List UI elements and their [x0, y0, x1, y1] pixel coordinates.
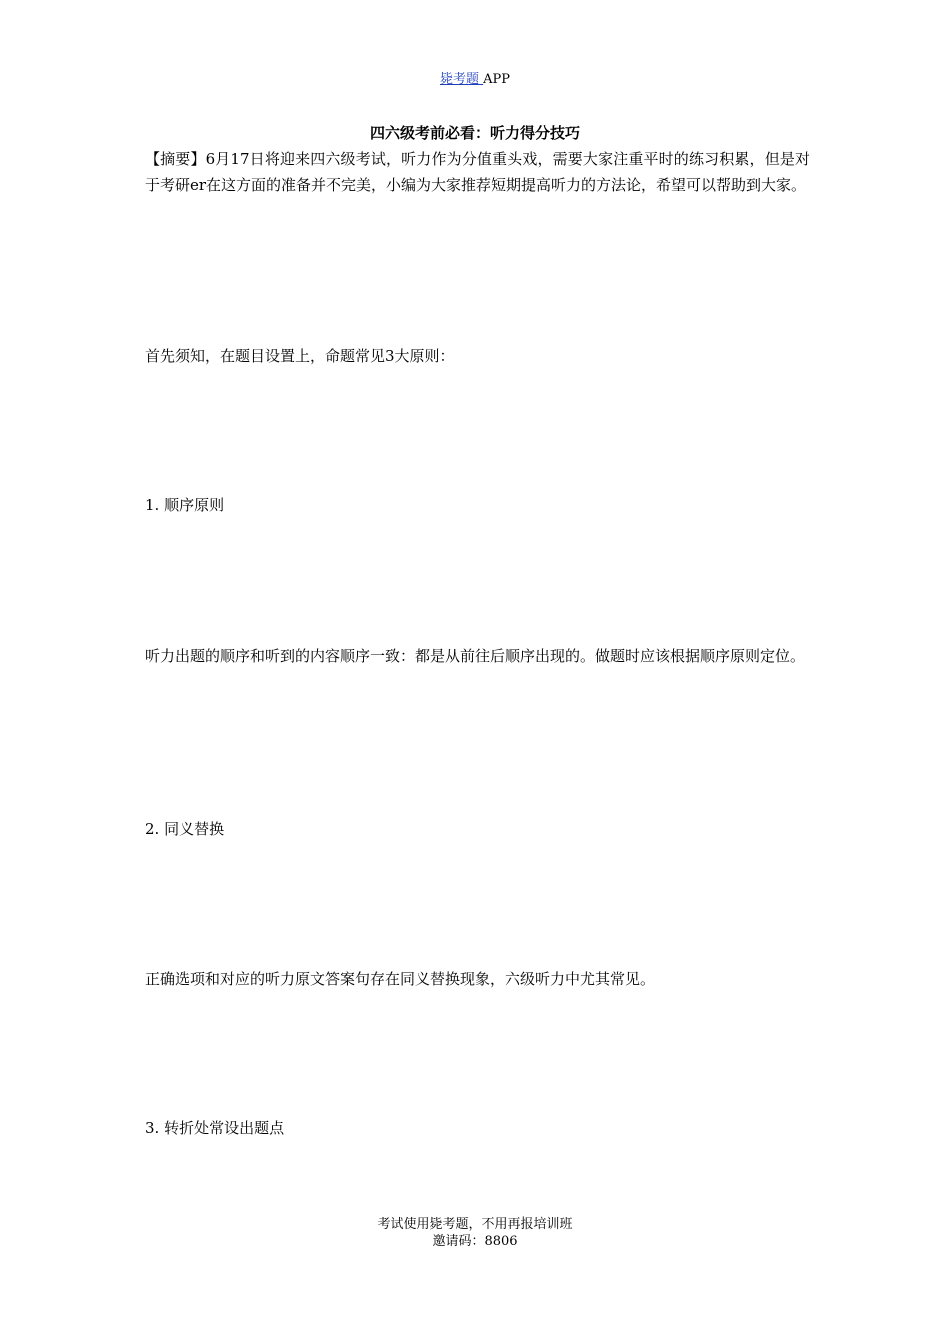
footer-invite-code: 邀请码：8806 — [432, 1234, 518, 1249]
intro-paragraph: 首先须知，在题目设置上，命题常见3大原则： — [145, 347, 455, 365]
app-link[interactable]: 毙考题 — [439, 72, 484, 87]
document-title: 四六级考前必看：听力得分技巧 — [369, 124, 580, 142]
page-footer — [0, 1216, 950, 1250]
rule-2-description: 正确选项和对应的听力原文答案句存在同义替换现象，六级听力中尤其常见。 — [145, 970, 656, 988]
rule-2-heading: 2. 同义替换 — [145, 820, 225, 838]
rule-3-heading: 3. 转折处常设出题点 — [145, 1119, 285, 1137]
app-label: APP — [483, 72, 511, 87]
rule-1-description: 听力出题的顺序和听到的内容顺序一致：都是从前往后顺序出现的。做题时应该根据顺序原则定位。 — [145, 647, 806, 665]
abstract-paragraph: 【摘要】6月17日将迎来四六级考试，听力作为分值重头戏，需要大家注重平时的练习积累，但是对于考研er在这方面的准备并不完美，小编为大家推荐短期提高听力的方法论，希望可以帮助到大家。 — [145, 150, 810, 194]
rule-1-heading: 1. 顺序原则 — [145, 496, 225, 514]
page-header — [0, 68, 950, 87]
footer-slogan: 考试使用毙考题，不用再报培训班 — [377, 1217, 573, 1232]
